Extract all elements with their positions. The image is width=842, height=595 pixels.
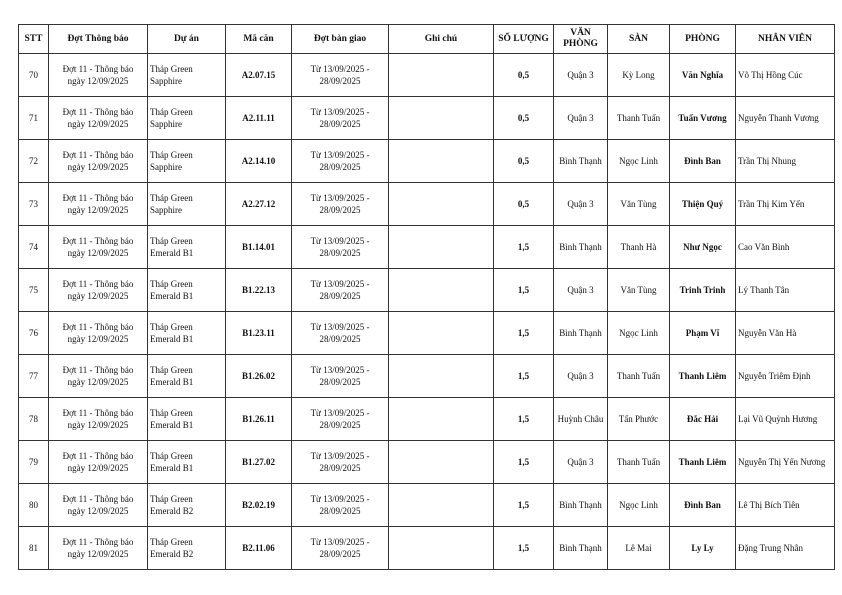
- cell-van-phong: Bình Thạnh: [554, 140, 608, 183]
- dot-thong-bao-line-1: Đợt 11 - Thông báo: [62, 150, 134, 160]
- cell-stt: 81: [19, 527, 49, 570]
- header-ma-can: Mã căn: [226, 25, 292, 54]
- dot-thong-bao-line-2: ngày 12/09/2025: [67, 463, 129, 473]
- cell-ma-can: B1.14.01: [226, 226, 292, 269]
- dot-thong-bao-line-2: ngày 12/09/2025: [67, 291, 129, 301]
- du-an-line-1: Tháp Green: [150, 537, 193, 547]
- cell-so-luong: 1,5: [494, 441, 554, 484]
- ban-giao-line-2: 28/09/2025: [319, 205, 361, 215]
- table-row: [19, 269, 835, 312]
- cell-dot-thong-bao: [49, 140, 148, 183]
- cell-stt: 77: [19, 355, 49, 398]
- cell-du-an: [148, 484, 226, 527]
- cell-dot-ban-giao: [292, 398, 389, 441]
- du-an-line-2: Emerald B2: [150, 549, 194, 559]
- cell-ma-can: B1.26.11: [226, 398, 292, 441]
- cell-ma-can: A2.14.10: [226, 140, 292, 183]
- cell-ma-can: A2.27.12: [226, 183, 292, 226]
- dot-thong-bao-line-1: Đợt 11 - Thông báo: [62, 365, 134, 375]
- ban-giao-line-2: 28/09/2025: [319, 463, 361, 473]
- cell-so-luong: 1,5: [494, 527, 554, 570]
- ban-giao-line-1: Từ 13/09/2025 -: [310, 537, 370, 547]
- cell-dot-ban-giao: [292, 355, 389, 398]
- cell-dot-ban-giao: [292, 183, 389, 226]
- ban-giao-line-1: Từ 13/09/2025 -: [310, 365, 370, 375]
- cell-dot-ban-giao: [292, 226, 389, 269]
- du-an-line-2: Emerald B1: [150, 248, 194, 258]
- cell-so-luong: 1,5: [494, 484, 554, 527]
- header-so-luong: SỐ LƯỢNG: [494, 25, 554, 54]
- cell-san: Ngọc Linh: [608, 140, 670, 183]
- cell-dot-ban-giao: [292, 269, 389, 312]
- ban-giao-line-2: 28/09/2025: [319, 334, 361, 344]
- cell-stt: 79: [19, 441, 49, 484]
- cell-ma-can: B1.27.02: [226, 441, 292, 484]
- dot-thong-bao-line-1: Đợt 11 - Thông báo: [62, 236, 134, 246]
- header-van-phong: VĂN PHÒNG: [554, 25, 608, 54]
- cell-ma-can: B1.22.13: [226, 269, 292, 312]
- cell-van-phong: Bình Thạnh: [554, 484, 608, 527]
- table-row: [19, 226, 835, 269]
- cell-stt: 80: [19, 484, 49, 527]
- header-dot-thong-bao: Đợt Thông báo: [49, 25, 148, 54]
- dot-thong-bao-line-1: Đợt 11 - Thông báo: [62, 537, 134, 547]
- ban-giao-line-2: 28/09/2025: [319, 506, 361, 516]
- ban-giao-line-2: 28/09/2025: [319, 420, 361, 430]
- cell-stt: 72: [19, 140, 49, 183]
- table-row: [19, 355, 835, 398]
- cell-dot-thong-bao: [49, 484, 148, 527]
- table-row: [19, 312, 835, 355]
- du-an-line-1: Tháp Green: [150, 451, 193, 461]
- cell-ma-can: B1.26.02: [226, 355, 292, 398]
- cell-san: Thanh Tuấn: [608, 97, 670, 140]
- cell-dot-thong-bao: [49, 398, 148, 441]
- cell-san: Tấn Phước: [608, 398, 670, 441]
- cell-ma-can: B1.23.11: [226, 312, 292, 355]
- cell-ma-can: B2.11.06: [226, 527, 292, 570]
- cell-ghi-chu: [389, 312, 494, 355]
- du-an-line-2: Sapphire: [150, 119, 182, 129]
- cell-san: Thanh Tuấn: [608, 355, 670, 398]
- cell-stt: 70: [19, 54, 49, 97]
- cell-du-an: [148, 441, 226, 484]
- cell-dot-ban-giao: [292, 54, 389, 97]
- cell-ma-can: B2.02.19: [226, 484, 292, 527]
- cell-so-luong: 0,5: [494, 54, 554, 97]
- cell-du-an: [148, 527, 226, 570]
- cell-van-phong: Quận 3: [554, 183, 608, 226]
- ban-giao-line-1: Từ 13/09/2025 -: [310, 408, 370, 418]
- cell-du-an: [148, 398, 226, 441]
- cell-ghi-chu: [389, 54, 494, 97]
- header-phong: PHÒNG: [670, 25, 736, 54]
- dot-thong-bao-line-1: Đợt 11 - Thông báo: [62, 107, 134, 117]
- cell-ghi-chu: [389, 398, 494, 441]
- cell-dot-thong-bao: [49, 97, 148, 140]
- ban-giao-line-1: Từ 13/09/2025 -: [310, 150, 370, 160]
- cell-van-phong: Quận 3: [554, 269, 608, 312]
- cell-stt: 75: [19, 269, 49, 312]
- cell-nhan-vien: Nguyễn Thanh Vương: [736, 97, 835, 140]
- cell-ghi-chu: [389, 484, 494, 527]
- cell-phong: Thanh Liêm: [670, 355, 736, 398]
- cell-phong: Như Ngọc: [670, 226, 736, 269]
- dot-thong-bao-line-1: Đợt 11 - Thông báo: [62, 279, 134, 289]
- cell-so-luong: 1,5: [494, 269, 554, 312]
- cell-du-an: [148, 183, 226, 226]
- cell-so-luong: 1,5: [494, 355, 554, 398]
- table-row: [19, 183, 835, 226]
- ban-giao-line-2: 28/09/2025: [319, 291, 361, 301]
- ban-giao-line-1: Từ 13/09/2025 -: [310, 322, 370, 332]
- header-stt: STT: [19, 25, 49, 54]
- cell-dot-thong-bao: [49, 269, 148, 312]
- cell-ghi-chu: [389, 527, 494, 570]
- dot-thong-bao-line-1: Đợt 11 - Thông báo: [62, 322, 134, 332]
- dot-thong-bao-line-1: Đợt 11 - Thông báo: [62, 451, 134, 461]
- cell-dot-ban-giao: [292, 441, 389, 484]
- cell-ghi-chu: [389, 183, 494, 226]
- dot-thong-bao-line-1: Đợt 11 - Thông báo: [62, 494, 134, 504]
- dot-thong-bao-line-1: Đợt 11 - Thông báo: [62, 408, 134, 418]
- cell-ma-can: A2.07.15: [226, 54, 292, 97]
- du-an-line-2: Sapphire: [150, 205, 182, 215]
- cell-ghi-chu: [389, 355, 494, 398]
- du-an-line-1: Tháp Green: [150, 494, 193, 504]
- ban-giao-line-1: Từ 13/09/2025 -: [310, 193, 370, 203]
- header-dot-ban-giao: Đợt bàn giao: [292, 25, 389, 54]
- cell-dot-ban-giao: [292, 527, 389, 570]
- cell-van-phong: Huỳnh Châu: [554, 398, 608, 441]
- cell-phong: Đình Ban: [670, 484, 736, 527]
- cell-ghi-chu: [389, 97, 494, 140]
- cell-stt: 76: [19, 312, 49, 355]
- cell-san: Kỳ Long: [608, 54, 670, 97]
- table-row: [19, 140, 835, 183]
- dot-thong-bao-line-2: ngày 12/09/2025: [67, 506, 129, 516]
- cell-nhan-vien: Đặng Trung Nhân: [736, 527, 835, 570]
- cell-van-phong: Bình Thạnh: [554, 226, 608, 269]
- ban-giao-line-1: Từ 13/09/2025 -: [310, 279, 370, 289]
- du-an-line-1: Tháp Green: [150, 279, 193, 289]
- table-row: [19, 441, 835, 484]
- cell-phong: Thiện Quý: [670, 183, 736, 226]
- cell-du-an: [148, 312, 226, 355]
- cell-nhan-vien: Trần Thị Kim Yến: [736, 183, 835, 226]
- cell-san: Thanh Hà: [608, 226, 670, 269]
- cell-nhan-vien: Nguyễn Văn Hà: [736, 312, 835, 355]
- ban-giao-line-1: Từ 13/09/2025 -: [310, 107, 370, 117]
- cell-nhan-vien: Lại Vũ Quỳnh Hương: [736, 398, 835, 441]
- cell-so-luong: 1,5: [494, 312, 554, 355]
- cell-dot-ban-giao: [292, 484, 389, 527]
- cell-nhan-vien: Nguyễn Triêm Định: [736, 355, 835, 398]
- dot-thong-bao-line-2: ngày 12/09/2025: [67, 377, 129, 387]
- ban-giao-line-2: 28/09/2025: [319, 76, 361, 86]
- cell-du-an: [148, 54, 226, 97]
- handover-table: [18, 24, 835, 570]
- cell-dot-thong-bao: [49, 527, 148, 570]
- cell-so-luong: 0,5: [494, 183, 554, 226]
- du-an-line-2: Sapphire: [150, 76, 182, 86]
- ban-giao-line-2: 28/09/2025: [319, 549, 361, 559]
- header-san: SÀN: [608, 25, 670, 54]
- cell-so-luong: 1,5: [494, 226, 554, 269]
- ban-giao-line-2: 28/09/2025: [319, 377, 361, 387]
- ban-giao-line-1: Từ 13/09/2025 -: [310, 451, 370, 461]
- cell-nhan-vien: Nguyễn Thị Yến Nương: [736, 441, 835, 484]
- du-an-line-1: Tháp Green: [150, 365, 193, 375]
- cell-phong: Thanh Liêm: [670, 441, 736, 484]
- dot-thong-bao-line-2: ngày 12/09/2025: [67, 162, 129, 172]
- cell-san: Văn Tùng: [608, 183, 670, 226]
- header-row: [19, 25, 835, 54]
- cell-ghi-chu: [389, 226, 494, 269]
- ban-giao-line-1: Từ 13/09/2025 -: [310, 64, 370, 74]
- header-du-an: Dự án: [148, 25, 226, 54]
- du-an-line-2: Emerald B1: [150, 377, 194, 387]
- cell-phong: Đình Ban: [670, 140, 736, 183]
- dot-thong-bao-line-2: ngày 12/09/2025: [67, 119, 129, 129]
- table-row: [19, 398, 835, 441]
- table-row: [19, 54, 835, 97]
- cell-so-luong: 0,5: [494, 140, 554, 183]
- cell-dot-thong-bao: [49, 312, 148, 355]
- cell-phong: Phạm Vĩ: [670, 312, 736, 355]
- cell-van-phong: Quận 3: [554, 355, 608, 398]
- cell-san: Lê Mai: [608, 527, 670, 570]
- cell-nhan-vien: Trần Thị Nhung: [736, 140, 835, 183]
- ban-giao-line-1: Từ 13/09/2025 -: [310, 236, 370, 246]
- cell-du-an: [148, 269, 226, 312]
- ban-giao-line-2: 28/09/2025: [319, 162, 361, 172]
- du-an-line-1: Tháp Green: [150, 107, 193, 117]
- cell-dot-thong-bao: [49, 355, 148, 398]
- cell-du-an: [148, 355, 226, 398]
- dot-thong-bao-line-2: ngày 12/09/2025: [67, 76, 129, 86]
- cell-dot-ban-giao: [292, 312, 389, 355]
- cell-phong: Đắc Hải: [670, 398, 736, 441]
- cell-dot-ban-giao: [292, 140, 389, 183]
- cell-san: Văn Tùng: [608, 269, 670, 312]
- cell-stt: 74: [19, 226, 49, 269]
- table-row: [19, 484, 835, 527]
- dot-thong-bao-line-2: ngày 12/09/2025: [67, 334, 129, 344]
- du-an-line-1: Tháp Green: [150, 322, 193, 332]
- table-row: [19, 527, 835, 570]
- cell-san: Ngọc Linh: [608, 312, 670, 355]
- du-an-line-2: Emerald B1: [150, 291, 194, 301]
- table-body: [19, 54, 835, 570]
- header-ghi-chu: Ghi chú: [389, 25, 494, 54]
- cell-ghi-chu: [389, 269, 494, 312]
- ban-giao-line-1: Từ 13/09/2025 -: [310, 494, 370, 504]
- cell-ghi-chu: [389, 441, 494, 484]
- cell-phong: Ly Ly: [670, 527, 736, 570]
- cell-dot-thong-bao: [49, 183, 148, 226]
- du-an-line-2: Emerald B1: [150, 420, 194, 430]
- header-nhan-vien: NHÂN VIÊN: [736, 25, 835, 54]
- cell-du-an: [148, 226, 226, 269]
- ban-giao-line-2: 28/09/2025: [319, 119, 361, 129]
- dot-thong-bao-line-2: ngày 12/09/2025: [67, 248, 129, 258]
- cell-nhan-vien: Võ Thị Hồng Cúc: [736, 54, 835, 97]
- cell-dot-thong-bao: [49, 441, 148, 484]
- cell-phong: Trinh Trinh: [670, 269, 736, 312]
- cell-san: Thanh Tuấn: [608, 441, 670, 484]
- cell-nhan-vien: Lý Thanh Tân: [736, 269, 835, 312]
- du-an-line-1: Tháp Green: [150, 408, 193, 418]
- du-an-line-2: Emerald B2: [150, 506, 194, 516]
- cell-dot-thong-bao: [49, 226, 148, 269]
- cell-van-phong: Bình Thạnh: [554, 527, 608, 570]
- du-an-line-1: Tháp Green: [150, 193, 193, 203]
- cell-ghi-chu: [389, 140, 494, 183]
- du-an-line-1: Tháp Green: [150, 236, 193, 246]
- cell-stt: 73: [19, 183, 49, 226]
- cell-dot-ban-giao: [292, 97, 389, 140]
- dot-thong-bao-line-2: ngày 12/09/2025: [67, 420, 129, 430]
- cell-nhan-vien: Cao Văn Bình: [736, 226, 835, 269]
- cell-van-phong: Bình Thạnh: [554, 312, 608, 355]
- dot-thong-bao-line-2: ngày 12/09/2025: [67, 549, 129, 559]
- cell-phong: Tuấn Vương: [670, 97, 736, 140]
- cell-dot-thong-bao: [49, 54, 148, 97]
- du-an-line-2: Emerald B1: [150, 334, 194, 344]
- cell-du-an: [148, 97, 226, 140]
- cell-phong: Văn Nghĩa: [670, 54, 736, 97]
- du-an-line-2: Emerald B1: [150, 463, 194, 473]
- cell-van-phong: Quận 3: [554, 54, 608, 97]
- cell-stt: 78: [19, 398, 49, 441]
- cell-so-luong: 0,5: [494, 97, 554, 140]
- du-an-line-1: Tháp Green: [150, 64, 193, 74]
- cell-so-luong: 1,5: [494, 398, 554, 441]
- dot-thong-bao-line-2: ngày 12/09/2025: [67, 205, 129, 215]
- dot-thong-bao-line-1: Đợt 11 - Thông báo: [62, 193, 134, 203]
- dot-thong-bao-line-1: Đợt 11 - Thông báo: [62, 64, 134, 74]
- cell-san: Ngọc Linh: [608, 484, 670, 527]
- du-an-line-2: Sapphire: [150, 162, 182, 172]
- ban-giao-line-2: 28/09/2025: [319, 248, 361, 258]
- cell-ma-can: A2.11.11: [226, 97, 292, 140]
- cell-van-phong: Quận 3: [554, 97, 608, 140]
- du-an-line-1: Tháp Green: [150, 150, 193, 160]
- cell-nhan-vien: Lê Thị Bích Tiên: [736, 484, 835, 527]
- table-row: [19, 97, 835, 140]
- cell-stt: 71: [19, 97, 49, 140]
- cell-van-phong: Quận 3: [554, 441, 608, 484]
- cell-du-an: [148, 140, 226, 183]
